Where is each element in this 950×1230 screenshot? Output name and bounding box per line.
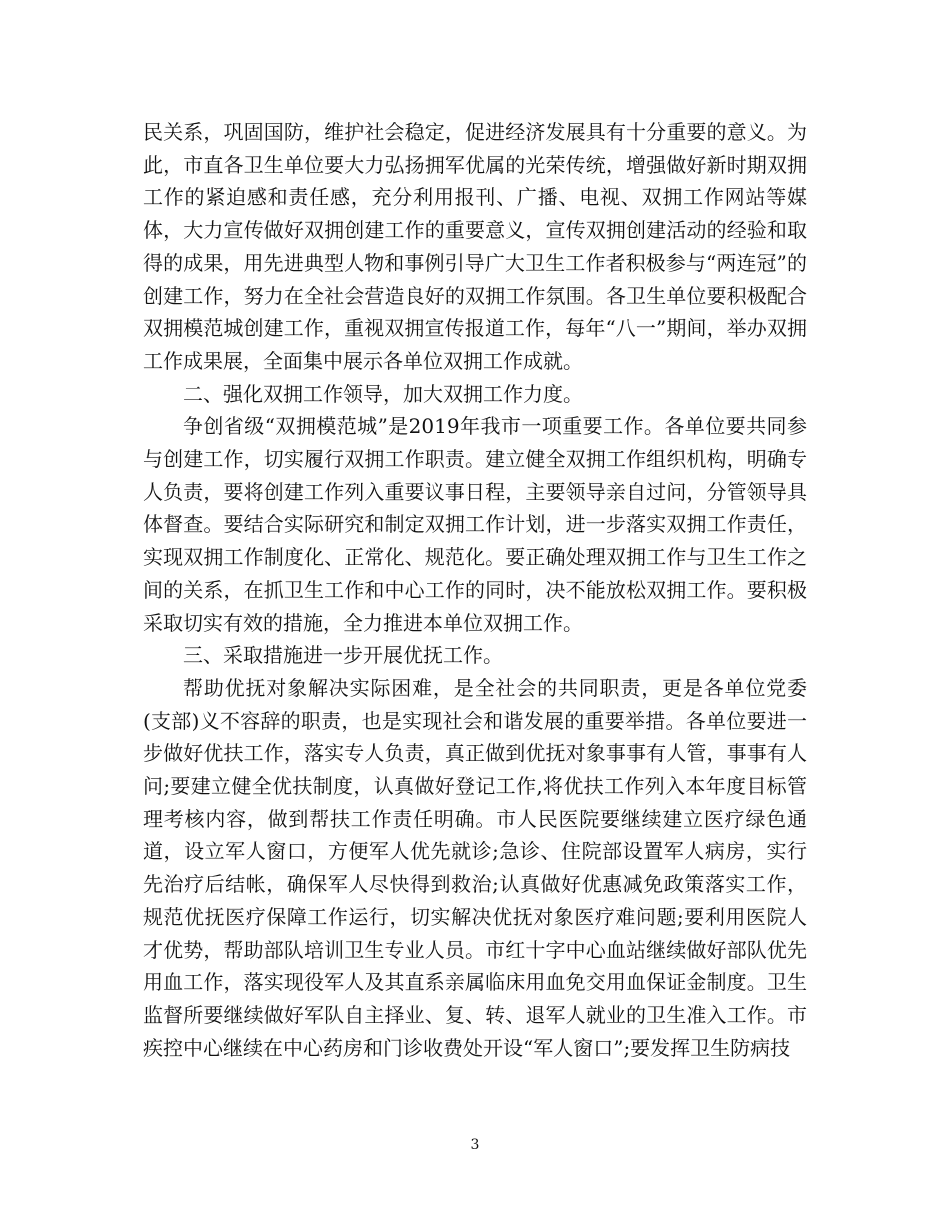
section-heading-3: 三、采取措施进一步开展优抚工作。 xyxy=(183,643,503,668)
paragraph-continuation: 民关系，巩固国防，维护社会稳定，促进经济发展具有十分重要的意义。为此，市直各卫生单位要大力弘扬拥军优属的光荣传统，增强做好新时期双拥工作的紧迫感和责任感，充分利用报刊、广播、电视、双拥工作网站等媒体，大力宣传做好双拥创建工作的重要意义，宣传双拥创建活动的经验和取得的成果，用先进典型人物和事例引导广大卫生工作者积极参与“两连冠”的创建工作，努力在全社会营造良好的双拥工作氛围。各卫生单位要积极配合双拥模范城创建工作，重视双拥宣传报道工作，每年“八一”期间，举办双拥工作成果展，全面集中展示各单位双拥工作成就。 xyxy=(143,120,807,373)
section-heading-2: 二、强化双拥工作领导，加大双拥工作力度。 xyxy=(183,381,583,406)
document-body xyxy=(143,116,807,1064)
page-number: 3 xyxy=(470,1137,480,1153)
paragraph-section-2: 争创省级“双拥模范城”是2019年我市一项重要工作。各单位要共同参与创建工作，切实履行双拥工作职责。建立健全双拥工作组织机构，明确专人负责，要将创建工作列入重要议事日程，主要领导亲自过问，分管领导具体督查。要结合实际研究和制定双拥工作计划，进一步落实双拥工作责任，实现双拥工作制度化、正常化、规范化。要正确处理双拥工作与卫生工作之间的关系，在抓卫生工作和中心工作的同时，决不能放松双拥工作。要积极采取切实有效的措施，全力推进本单位双拥工作。 xyxy=(143,414,807,635)
paragraph-section-3: 帮助优抚对象解决实际困难，是全社会的共同职责，更是各单位党委(支部)义不容辞的职责，也是实现社会和谐发展的重要举措。各单位要进一步做好优扶工作，落实专人负责，真正做到优抚对象事事有人管，事事有人问;要建立健全优扶制度，认真做好登记工作,将优扶工作列入本年度目标管理考核内容，做到帮扶工作责任明确。市人民医院要继续建立医疗绿色通道，设立军人窗口，方便军人优先就诊;急诊、住院部设置军人病房，实行先治疗后结帐，确保军人尽快得到救治;认真做好优惠减免政策落实工作，规范优抚医疗保障工作运行，切实解决优抚对象医疗难问题;要利用医院人才优势，帮助部队培训卫生专业人员。市红十字中心血站继续做好部队优先用血工作，落实现役军人及其直系亲属临床用血免交用血保证金制度。卫生监督所要继续做好军队自主择业、复、转、退军人就业的卫生准入工作。市疾控中心继续在中心药房和门诊收费处开设“军人窗口”;要发挥卫生防病技 xyxy=(143,675,807,1060)
